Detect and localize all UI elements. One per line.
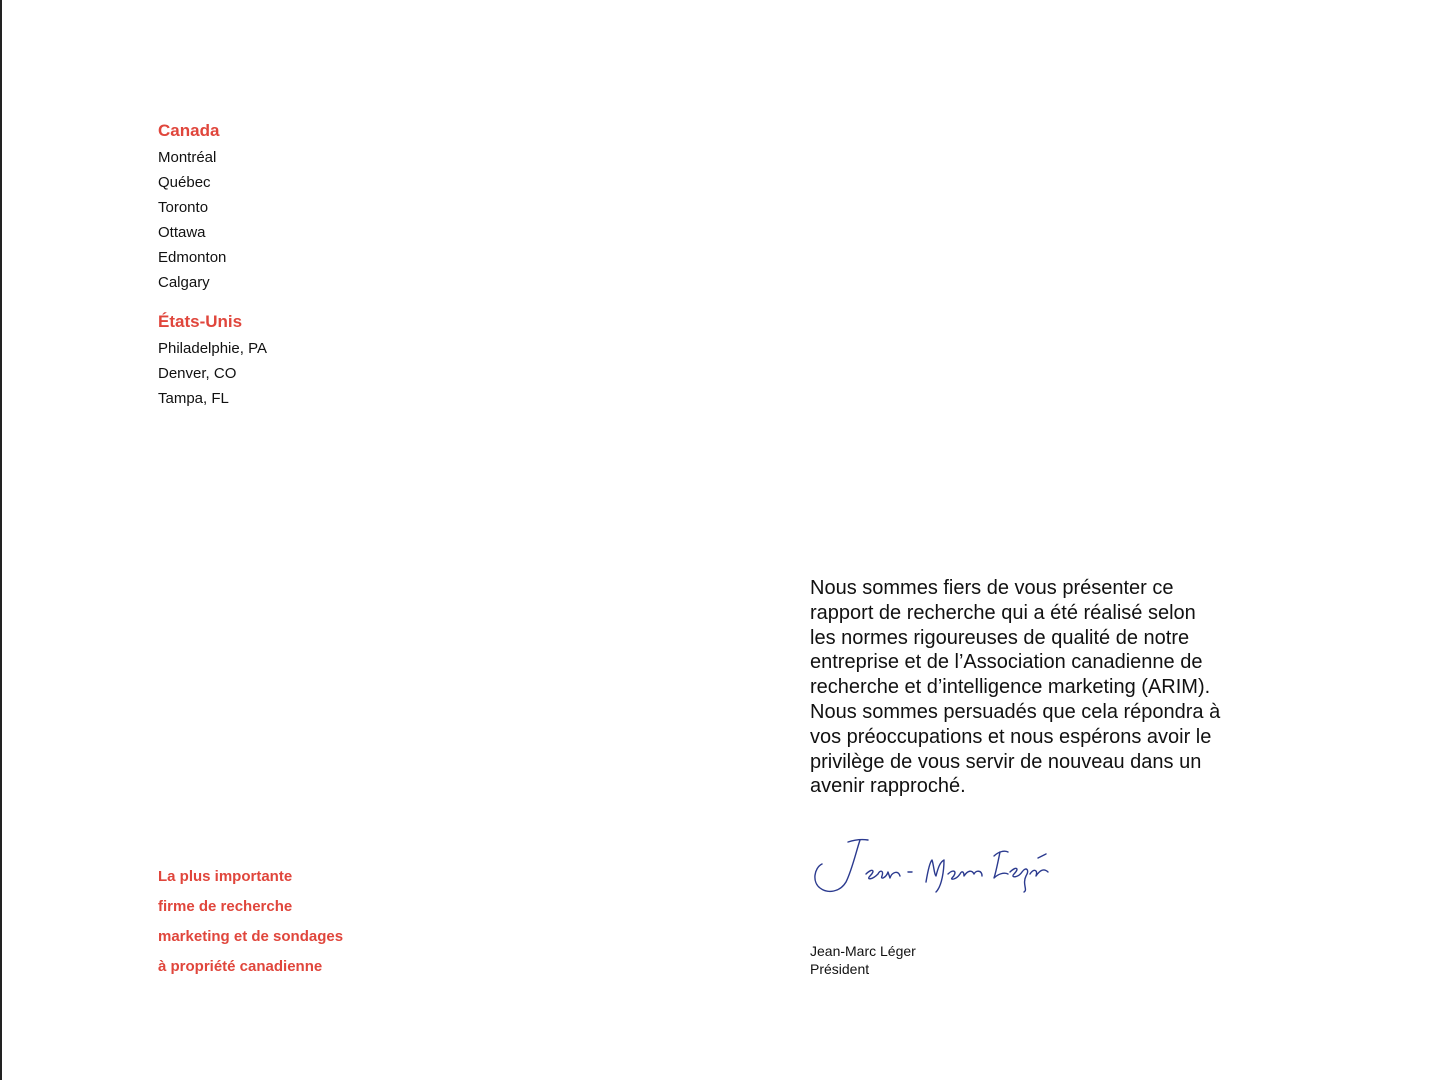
city-item: Denver, CO — [158, 365, 237, 382]
signature-strokes — [815, 840, 1048, 892]
tagline-line: à propriété canadienne — [158, 958, 323, 975]
letter-line: Nous sommes persuadés que cela répondra à — [810, 700, 1221, 723]
city-item: Ottawa — [158, 224, 206, 241]
tagline-line: La plus importante — [158, 868, 293, 885]
handwritten-signature — [808, 830, 1068, 900]
region-canada — [158, 120, 478, 295]
letter-line: privilège de vous servir de nouveau dans un — [810, 750, 1202, 773]
letter-line: les normes rigoureuses de qualité de notre — [810, 626, 1190, 649]
tagline-line: marketing et de sondages — [158, 928, 344, 945]
city-item: Québec — [158, 174, 211, 191]
signatory-name: Jean-Marc Léger — [810, 943, 916, 959]
office-locations — [158, 120, 478, 411]
signatory-title: Président — [810, 961, 870, 977]
letter-line: recherche et d’intelligence marketing (ARIM). — [810, 676, 1211, 699]
signatory-block — [810, 942, 916, 978]
city-item: Calgary — [158, 274, 210, 291]
city-item: Edmonton — [158, 249, 227, 266]
letter-line: entreprise et de l’Association canadienne de — [810, 651, 1203, 674]
city-item: Toronto — [158, 199, 209, 216]
letter-line: avenir rapproché. — [810, 775, 966, 798]
letter-line: rapport de recherche qui a été réalisé selon — [810, 601, 1196, 624]
president-letter — [810, 576, 1280, 799]
letter-line: vos préoccupations et nous espérons avoir le — [810, 725, 1212, 748]
city-item: Montréal — [158, 149, 217, 166]
company-tagline — [158, 862, 558, 982]
city-list — [158, 336, 478, 411]
tagline-line: firme de recherche — [158, 898, 293, 915]
city-item: Philadelphie, PA — [158, 340, 267, 357]
city-item: Tampa, FL — [158, 390, 229, 407]
letter-line: Nous sommes fiers de vous présenter ce — [810, 577, 1174, 599]
region-heading: Canada — [158, 121, 220, 140]
page-edge-rule — [0, 0, 2, 1080]
city-list — [158, 145, 478, 295]
region-heading: États-Unis — [158, 312, 243, 331]
region-united-states — [158, 311, 478, 411]
